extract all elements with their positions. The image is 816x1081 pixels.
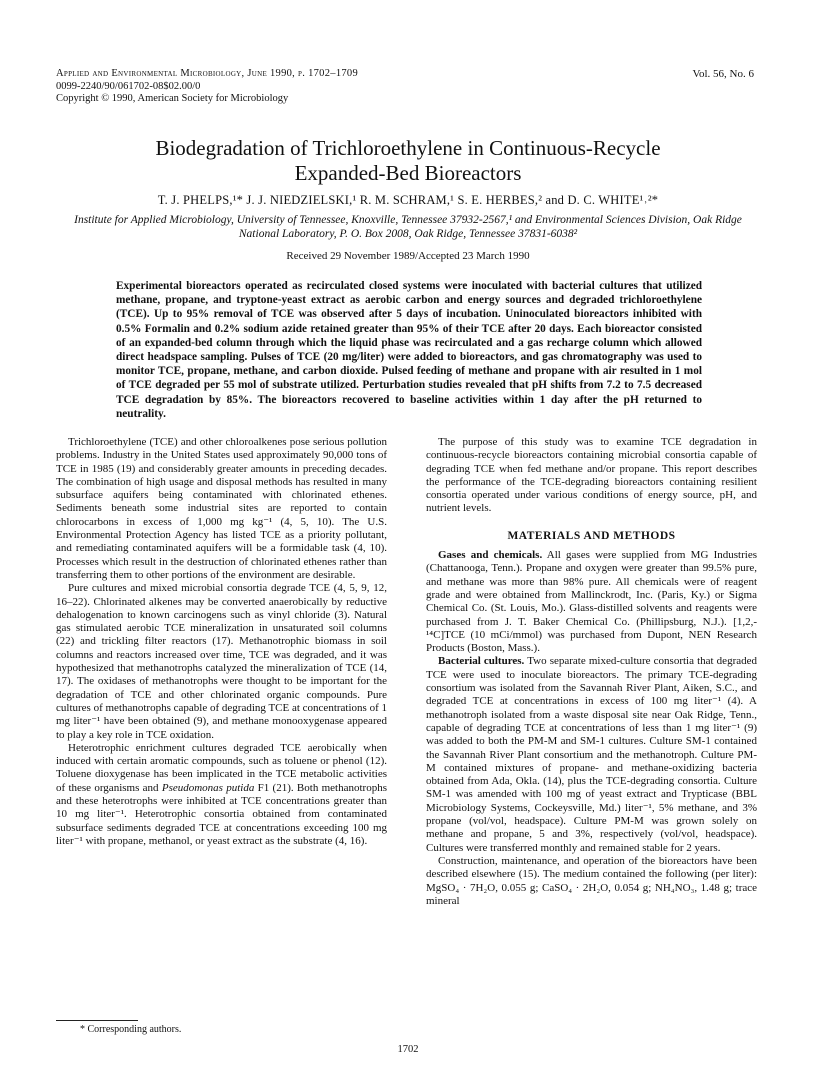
copyright-line: Copyright © 1990, American Society for Microbiology xyxy=(56,93,289,104)
subsection-title: Gases and chemicals. xyxy=(438,549,543,562)
right-column xyxy=(426,436,757,908)
footnote: * Corresponding authors. xyxy=(80,1024,182,1035)
journal-citation: Applied and Environmental Microbiology, June 1990, p. 1702–1709 xyxy=(56,68,359,79)
paragraph: Gases and chemicals. All gases were supplied from MG Industries (Chattanooga, Tenn.). Propane and oxygen were greater than 99.5% pure, and methane was more than 98% pure. All chemicals were of reagent grade and were obtained from Mallinckrodt, Inc. (Paris, Ky.) or Sigma Chemical Co. (St. Louis, Mo.). Glass-distilled solvents and reagents were purchased from J. T. Baker Chemical Co. (Phillipsburg, N.J.). [1,2,-¹⁴C]TCE (10 mCi/mmol) was purchased from Dupont, NEN Research Products (Boston, Mass.). xyxy=(426,549,757,655)
paragraph: Bacterial cultures. Two separate mixed-culture consortia that degraded TCE were used to inoculate bioreactors. The primary TCE-degrading consortium was isolated from the Savannah River Plant, Aiken, S.C., and degraded TCE at concentrations in excess of 100 mg liter⁻¹ (4). A methanotroph isolated from a waste disposal site near Oak Ridge, Tenn., capable of degrading TCE at concentrations of less than 1 mg liter⁻¹ (9) was added to both the PM-M and SM-1 cultures. Culture SM-1 contained the Savannah River Plant consortium and the methanotroph. Culture PM-M contained mixtures of propane- and methane-oxidizing bacteria obtained from Ada, Okla. (14), plus the TCE-degrading consortia. Culture SM-1 was amended with 100 mg of yeast extract and Trypticase (BBL Microbiology Systems, Cockeysville, Md.) liter⁻¹, 5% methane, and 3% propane (vol/vol, headspace). Culture PM-M was grown solely on methane and propane, 5 and 3%, respectively (vol/vol, headspace). Cultures were transferred monthly and remained stable for 2 years. xyxy=(426,655,757,854)
subsection-title: Bacterial cultures. xyxy=(438,655,525,668)
article-title xyxy=(60,136,756,186)
section-heading: MATERIALS AND METHODS xyxy=(507,529,676,542)
volume-issue: Vol. 56, No. 6 xyxy=(692,68,754,80)
received-dates: Received 29 November 1989/Accepted 23 March 1990 xyxy=(286,250,530,262)
species-name: Pseudomonas putida xyxy=(161,781,255,794)
paragraph: Trichloroethylene (TCE) and other chloroalkenes pose serious pollution problems. Industry in the United States used approximately 90,000 tons of TCE in 1985 (19) and considerably greater amounts in preceding decades. The combination of high usage and disposal methods has resulted in many subsurface aquifers being contaminated with chlorinated ethenes. Sediments beneath some industrial sites are reported to contain chlorocarbons in excess of 1,000 mg kg⁻¹ (4, 5, 10). The U.S. Environmental Protection Agency has listed TCE as a priority pollutant, and remediating contaminated aquifers will be a formidable task (4, 10). Processes which result in the destruction of chlorinated ethenes rather than transferring them to other portions of the environment are desirable. xyxy=(56,436,387,581)
page-number: 1702 xyxy=(397,1044,419,1055)
abstract: Experimental bioreactors operated as recirculated closed systems were inoculated with bacterial cultures that utilized methane, propane, and tryptone-yeast extract as aerobic carbon and energy sources and degraded trichloroethylene (TCE). Up to 95% removal of TCE was observed after 5 days of incubation. Uninoculated bioreactors inhibited with 0.5% Formalin and 0.2% sodium azide retained greater than 95% of their TCE after 20 days. Each bioreactor consisted of an expanded-bed column through which the liquid phase was recirculated and a gas recharge column which allowed direct headspace sampling. Pulses of TCE (20 mg/liter) were added to bioreactors, and gas chromatography was used to monitor TCE, propane, methane, and carbon dioxide. Pulsed feeding of methane and propane with air resulted in 1 mol of TCE degraded per 55 mol of substrate utilized. Perturbation studies revealed that pH shifts from 7.2 to 7.5 decreased TCE degradation by 85%. The bioreactors recovered to baseline activities within 1 day after the pH returned to neutrality. xyxy=(116,280,702,420)
paragraph: The purpose of this study was to examine TCE degradation in continuous-recycle bioreactors containing microbial consortia capable of degrading TCE when fed methane and/or propane. This report describes the performance of the TCE-degrading bioreactors containing resilient consortia operated under various conditions of energy source, pH, and nutrient levels. xyxy=(426,436,757,515)
article-code: 0099-2240/90/061702-08$02.00/0 xyxy=(56,80,201,92)
paragraph: Heterotrophic enrichment cultures degraded TCE aerobically when induced with certain aromatic compounds, such as toluene or phenol (12). Toluene dioxygenase has been implicated in the TCE metabolic activities of these organisms and Pseudomonas putida F1 (21). Both methanotrophs and these heterotrophs were inhibited at TCE concentrations greater than 10 mg liter⁻¹. Heterotrophic consortia obtained from contaminated subsurface sediments degraded TCE at concentrations exceeding 100 mg liter⁻¹ with propane, methanol, or yeast extract as the substrate (4, 16). xyxy=(56,741,387,847)
title-line-1: Biodegradation of Trichloroethylene in Continuous-Recycle xyxy=(155,136,661,160)
title-line-2: Expanded-Bed Bioreactors xyxy=(294,161,522,185)
author-list: T. J. PHELPS,¹* J. J. NIEDZIELSKI,¹ R. M. SCHRAM,¹ S. E. HERBES,² and D. C. WHITE¹˒²* xyxy=(157,193,659,207)
running-header xyxy=(56,68,358,106)
footnote-rule xyxy=(56,1020,138,1021)
affiliations: Institute for Applied Microbiology, University of Tennessee, Knoxville, Tennessee 37932-2567,¹ and Environmental Sciences Division, Oak Ridge National Laboratory, P. O. Box 2008, Oak Ridge, Tennessee 37831-6038² xyxy=(74,214,742,240)
left-column xyxy=(56,436,387,848)
paragraph: Construction, maintenance, and operation of the bioreactors have been described elsewhere (15). The medium contained the following (per liter): MgSO₄ · 7H₂O, 0.055 g; CaSO₄ · 2H₂O, 0.054 g; NH₄NO₃, 1.48 g; trace mineral xyxy=(426,854,757,907)
paragraph: Pure cultures and mixed microbial consortia degrade TCE (4, 5, 9, 12, 16–22). Chlorinated alkenes may be converted anaerobically by reductive dehalogenation to known carcinogens such as vinyl chloride (3). Natural gas stimulated aerobic TCE mineralization in unsaturated soil columns (22) and trickling filter reactors (17). Methanotrophic biomass in soil columns and reactors increased over time, TCE was degraded, and it was hypothesized that methanotrophs catalyzed the mineralization of TCE (14, 17). The oxidases of methanotrophs were thought to be important for the degradation of TCE and other chlorinated organic compounds. Pure cultures of methanotrophs capable of degrading TCE at concentrations of 1 mg liter⁻¹ have been obtained (9), and methane monooxygenase appeared to play a key role in TCE oxidation. xyxy=(56,582,387,741)
